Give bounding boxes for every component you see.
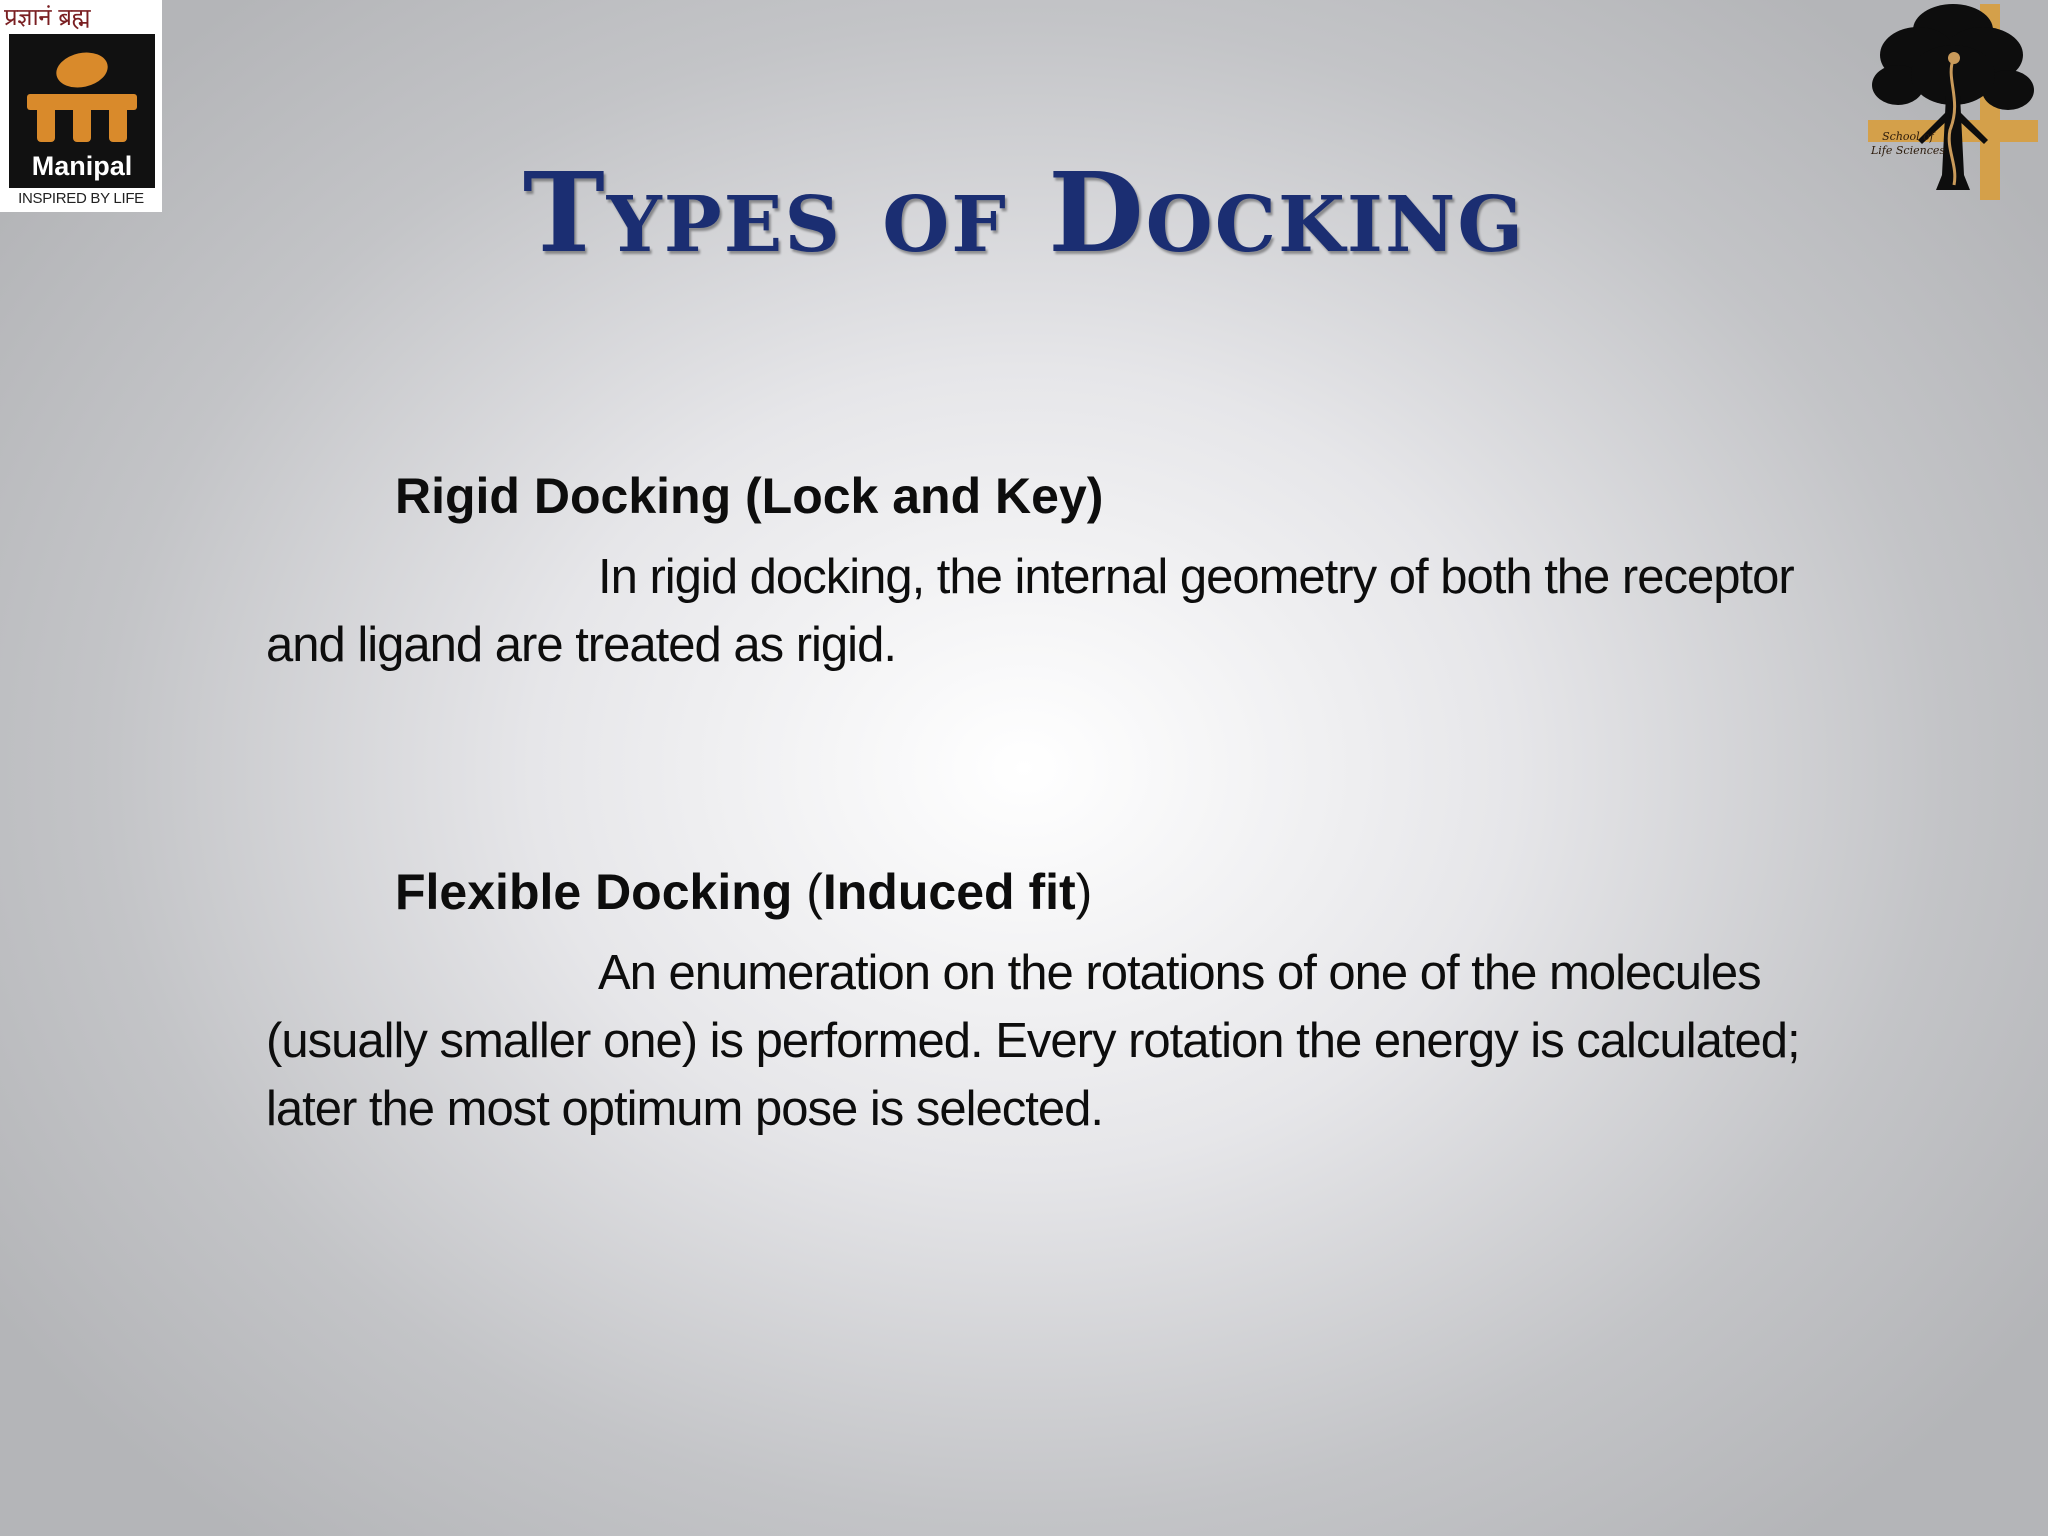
section-heading-induced-fit: Induced fit	[822, 864, 1076, 920]
section-paragraph-rigid-docking: In rigid docking, the internal geometry of both the receptor and ligand are treated as rigid.	[266, 550, 1794, 672]
school-name-text: School of Life Sciences	[1870, 130, 1946, 157]
section-heading-paren-close: )	[1075, 864, 1093, 920]
section-paragraph-flexible-docking: An enumeration on the rotations of one of the molecules (usually smaller one) is performed. Every rotation the energy is calculated; later the most optimum pose is selected.	[266, 946, 1800, 1136]
logo-hindi-motto: प्रज्ञानं ब्रह्म	[4, 3, 91, 31]
section-heading-rigid-docking	[395, 466, 1103, 526]
section-heading-flexible-docking	[395, 862, 1092, 922]
section-heading-paren-open: (	[792, 864, 823, 920]
section-heading-bold-part: Flexible Docking	[395, 864, 793, 920]
slide-title: Types of Docking	[522, 148, 1526, 277]
logo-tagline: INSPIRED BY LIFE	[18, 190, 144, 207]
logo-brand-name: Manipal	[31, 151, 133, 181]
section-heading-text: Rigid Docking (Lock and Key)	[395, 468, 1104, 524]
